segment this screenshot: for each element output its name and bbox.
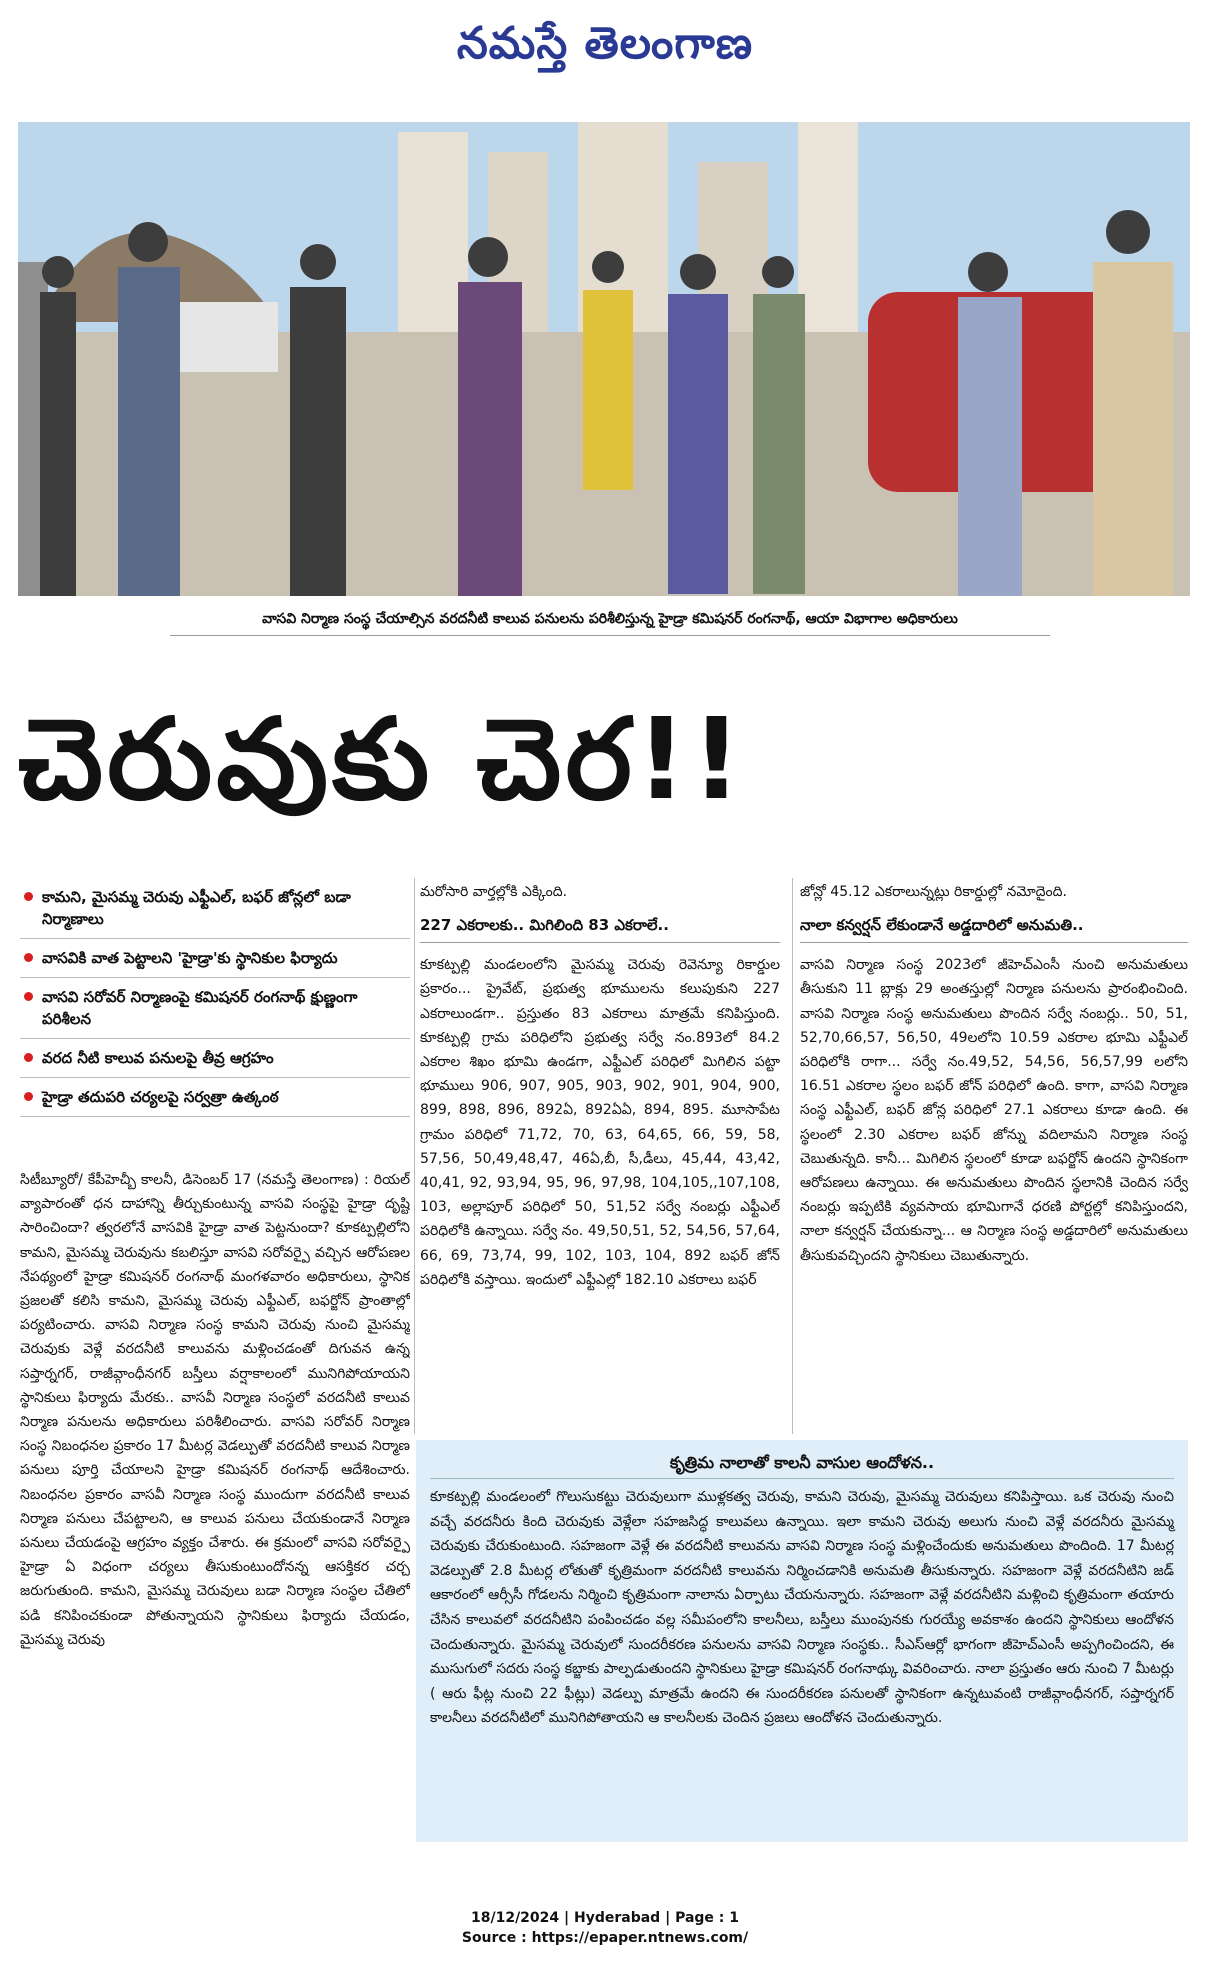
bullet-dot-icon xyxy=(24,892,33,901)
sidebar-box xyxy=(416,1440,1188,1842)
article-text-col3: వాసవి నిర్మాణ సంస్థ 2023లో జీహెచ్ఎంసీ నుంచి అనుమతులు తీసుకుని 11 బ్లాక్లు 29 అంతస్తుల్లో నిర్మాణ పనులను ప్రారంభించింది. వాసవి నిర్మాణ సంస్థ అనుమతులు పొందిన సర్వే నంబర్లు.. 50, 51, 52,70,66,57, 56,50, 49లలోని 10.59 ఎకరాల భూమి ఎఫ్టీఎల్ పరిధిలోకి రాగా... సర్వే నం.49,52, 54,56, 56,57,99 లలోని 16.51 ఎకరాల స్థలం బఫర్ జోన్ పరిధిలో ఉంది. కాగా, వాసవి నిర్మాణ సంస్థ ఎఫ్టీఎల్, బఫర్ జోన్ల పరిధిలో 27.1 ఎకరాలు కూడా ఉంది. ఈ స్థలంలో 2.30 ఎకరాల బఫర్ జోన్ను వదిలామని నిర్మాణ సంస్థ చెబుతున్నది. కానీ... మిగిలిన స్థలంలో కూడా బఫర్జోన్ ఉందని స్థానికంగా ఆరోపణలు ఉన్నాయి. ఈ అనుమతులు పొందిన స్థలానికి చెందిన సర్వే నంబర్లు ఇప్పటికి వ్యవసాయ భూమిగానే ధరణి పోర్టల్లో కనిపిస్తుందని, నాలా కన్వర్షన్ చేయకున్నా... ఆ నిర్మాణ సంస్థ అడ్డదారిలో అనుమతులు తీసుకువచ్చిందని స్థానికులు చెబుతున్నారు. xyxy=(800,957,1188,1264)
column-divider xyxy=(792,878,793,1434)
photo-caption: వాసవి నిర్మాణ సంస్థ చేయాల్సిన వరదనీటి కాలువ పనులను పరిశీలిస్తున్న హైడ్రా కమిషనర్ రంగనాథ్, ఆయా విభాగాల అధికారులు xyxy=(170,605,1050,636)
footer-source-line: Source : https://epaper.ntnews.com/ xyxy=(461,1930,749,1946)
highlight-item: వాసవి సరోవర్ నిర్మాణంపై కమిషనర్ రంగనాథ్ క్షుణ్ణంగా పరిశీలన xyxy=(20,978,410,1039)
article-column-1 xyxy=(20,1168,410,1894)
article-text-col3-lead: జోన్లో 45.12 ఎకరాలున్నట్లు రికార్డుల్లో నమోదైంది. xyxy=(800,884,1067,900)
highlight-item: వాసవికి వాత పెట్టాలని 'హైడ్రా'కు స్థానికుల ఫిర్యాదు xyxy=(20,939,410,978)
article-text-col1: సిటీబ్యూరో/ కేపీహెచ్బీ కాలనీ, డిసెంబర్ 17 (నమస్తే తెలంగాణ) : రియల్ వ్యాపారంతో ధన దాహాన్ని తీర్చుకుంటున్న వాసవి సంస్థపై హైడ్రా దృష్టి సారించిందా? త్వరలోనే వాసవికి హైడ్రా వాత పెట్టనుందా? కూకట్పల్లిలోని కామని, మైసమ్మ చెరువును కబలిస్తూ వాసవి సరోవర్పై వచ్చిన ఆరోపణల నేపథ్యంలో హైడ్రా కమిషనర్ రంగనాథ్ మంగళవారం అధికారులు, స్థానిక ప్రజలతో కలిసి కామని, మైసమ్మ చెరువు ఎఫ్టీఎల్, బఫర్జోన్ ప్రాంతాల్లో పర్యటించారు. వాసవి నిర్మాణ సంస్థ కామని చెరువు నుంచి మైసమ్మ చెరువుకు వెళ్లే వరదనీటి కాలువను మళ్లించడంతో దిగువన ఉన్న సప్తార్నగర్, రాజీవ్గాంధీనగర్ బస్తీలు వర్షాకాలంలో మునిగిపోయాయని స్థానికులు ఫిర్యాదు మేరకు.. వాసవీ నిర్మాణ సంస్థలో వరదనీటి కాలువ నిర్మాణ పనులను అధికారులు పరిశీలించారు. వాసవి సరోవర్ నిర్మాణ సంస్థ నిబంధనల ప్రకారం 17 మీటర్ల వెడల్పుతో వరదనీటి కాలువ నిర్మాణ పనులు పూర్తి చేయాలని హైడ్రా కమిషనర్ రంగనాథ్ ఆదేశించారు. నిబంధనల ప్రకారం వాసవీ నిర్మాణ సంస్థ ముందుగా వరదనీటి కాలువ నిర్మాణ పనులు చేపట్టాలని, ఆ కాలువ పనులు చేయకుండానే నిర్మాణ పనులు చేయడంపై ఆగ్రహం వ్యక్తం చేశారు. ఈ క్రమంలో వాసవి సరోవర్పై హైడ్రా ఏ విధంగా చర్యలు తీసుకుంటుందోనన్న ఆసక్తికర చర్చ జరుగుతుంది. కామని, మైసమ్మ చెరువులు బడా నిర్మాణ సంస్థల చేతిలో పడి కనిపించకుండా పోతున్నాయని స్థానికులు ఫిర్యాదు చేయడం, మైసమ్మ చెరువు xyxy=(20,1172,410,1648)
page-footer xyxy=(0,1908,1210,1948)
column-divider xyxy=(414,878,415,1434)
bullet-dot-icon xyxy=(24,992,33,1001)
bullet-dot-icon xyxy=(24,1053,33,1062)
headline: చెరువుకు చెర!! xyxy=(18,695,746,825)
subheading-col2: 227 ఎకరాలకు.. మిగిలింది 83 ఎకరాలే.. xyxy=(420,908,780,943)
bullet-dot-icon xyxy=(24,953,33,962)
article-column-3 xyxy=(800,880,1188,1436)
news-photo xyxy=(18,122,1190,596)
article-text-col2-lead: మరోసారి వార్తల్లోకి ఎక్కింది. xyxy=(420,884,568,900)
highlight-item: కామని, మైసమ్మ చెరువు ఎఫ్టీఎల్, బఫర్ జోన్లలో బడా నిర్మాణాలు xyxy=(20,878,410,939)
subheading-col3: నాలా కన్వర్షన్ లేకుండానే అడ్డదారిలో అనుమతి.. xyxy=(800,908,1188,943)
bullet-dot-icon xyxy=(24,1092,33,1101)
highlight-item: వరద నీటి కాలువ పనులపై తీవ్ర ఆగ్రహం xyxy=(20,1039,410,1078)
masthead-logo: నమస్తే తెలంగాణ xyxy=(456,18,754,69)
sidebar-box-title: కృత్రిమ నాలాతో కాలనీ వాసుల ఆందోళన.. xyxy=(430,1448,1174,1479)
photo-illustration xyxy=(18,122,1190,596)
article-column-2 xyxy=(420,880,780,1436)
sidebar-box-text: కూకట్పల్లి మండలంలో గొలుసుకట్టు చెరువులుగా ముళ్లకత్వ చెరువు, కామని చెరువు, మైసమ్మ చెరువులు కనిపిస్తాయి. ఒక చెరువు నుంచి వచ్చే వరదనీరు కింది చెరువుకు వెళ్లేలా సహజసిద్ధ కాలువలు ఉన్నాయి. ఇలా కామని చెరువు అలుగు నుంచి వెళ్లే వరదనీరు మైసమ్మ చెరువుకు చేరుకుంటుంది. సహజంగా వెళ్లే ఈ వరదనీటి కాలువను వాసవి నిర్మాణ సంస్థ మళ్లించేందుకు అనుమతులు పొందింది. 17 మీటర్ల వెడల్పుతో 2.8 మీటర్ల లోతుతో కృత్రిమంగా వరదనీటి కాలువను నిర్మించడానికి అనుమతి తీసుకున్నారు. సహజంగా వెళ్లే వరదనీటిని జడ్ ఆకారంలో ఆర్సీసీ గోడలను నిర్మించి కృత్రిమంగా నాలాను ఏర్పాటు చేయనున్నారు. సహజంగా వెళ్లే వరదనీటిని మళ్లించి కృత్రిమంగా తయారు చేసిన కాలువలో వరదనీటిని పంపించడం వల్ల సమీపంలోని కాలనీలు, బస్తీలు ముంపునకు గురయ్యే అవకాశం ఉందని స్థానికులు ఆందోళన చెందుతున్నారు. మైసమ్మ చెరువులో సుందరీకరణ పనులను వాసవి నిర్మాణ సంస్థకు.. సీఎస్ఆర్లో భాగంగా జీహెచ్ఎంసీ అప్పగించిందని, ఈ ముసుగులో సదరు సంస్థ కబ్జాకు పాల్పడుతుందని స్థానికులు హైడ్రా కమిషనర్ రంగనాథ్కు వివరించారు. నాలా ప్రస్తుతం ఆరు నుంచి 7 మీటర్లు ( ఆరు ఫీట్ల నుంచి 22 ఫీట్లు) వెడల్పు మాత్రమే ఉందని ఈ సుందరీకరణ పనులతో స్థానికంగా ఉన్నటువంటి రాజీవ్గాంధీనగర్, సప్తార్నగర్ కాలనీలు వరదనీటిలో మునిగిపోతాయని ఆ కాలనీలకు చెందిన ప్రజలు ఆందోళన చెందుతున్నారు. xyxy=(430,1489,1174,1727)
highlights-list xyxy=(20,878,410,1117)
highlight-item: హైడ్రా తదుపరి చర్యలపై సర్వత్రా ఉత్కంఠ xyxy=(20,1078,410,1117)
footer-date-line: 18/12/2024 | Hyderabad | Page : 1 xyxy=(470,1910,740,1926)
article-text-col2: కూకట్పల్లి మండలంలోని మైసమ్మ చెరువు రెవెన్యూ రికార్డుల ప్రకారం... ప్రైవేట్, ప్రభుత్వ భూములను కలుపుకుని 227 ఎకరాలుండగా.. ప్రస్తుతం 83 ఎకరాలు మాత్రమే కనిపిస్తుంది. కూకట్పల్లి గ్రామ పరిధిలోని ప్రభుత్వ సర్వే నం.893లో 84.2 ఎకరాల శిఖం భూమి ఉండగా, ఎఫ్టీఎల్ పరిధిలో మిగిలిన పట్టా భూములు 906, 907, 905, 903, 902, 901, 904, 900, 899, 898, 896, 892ఏ, 892ఏఏ, 894, 895. మూసాపేట గ్రామం పరిధిలో 71,72, 70, 63, 64,65, 66, 59, 58, 57,56, 50,49,48,47, 46ఏ,బీ, సీ,డీలు, 45,44, 43,42, 40,41, 92, 93,94, 95, 96, 97,98, 104,105,,107,108, 103, అల్లాపూర్ పరిధిలో 50, 51,52 సర్వే నంబర్లు ఎఫ్టీఎల్ పరిధిలోకి ఉన్నాయి. సర్వే నం. 49,50,51, 52, 54,56, 57,64, 66, 69, 73,74, 99, 102, 103, 104, 892 బఫర్ జోన్ పరిధిలోకి వస్తాయి. ఇందులో ఎఫ్టీఎల్లో 182.10 ఎకరాలు బఫర్ xyxy=(420,957,780,1288)
